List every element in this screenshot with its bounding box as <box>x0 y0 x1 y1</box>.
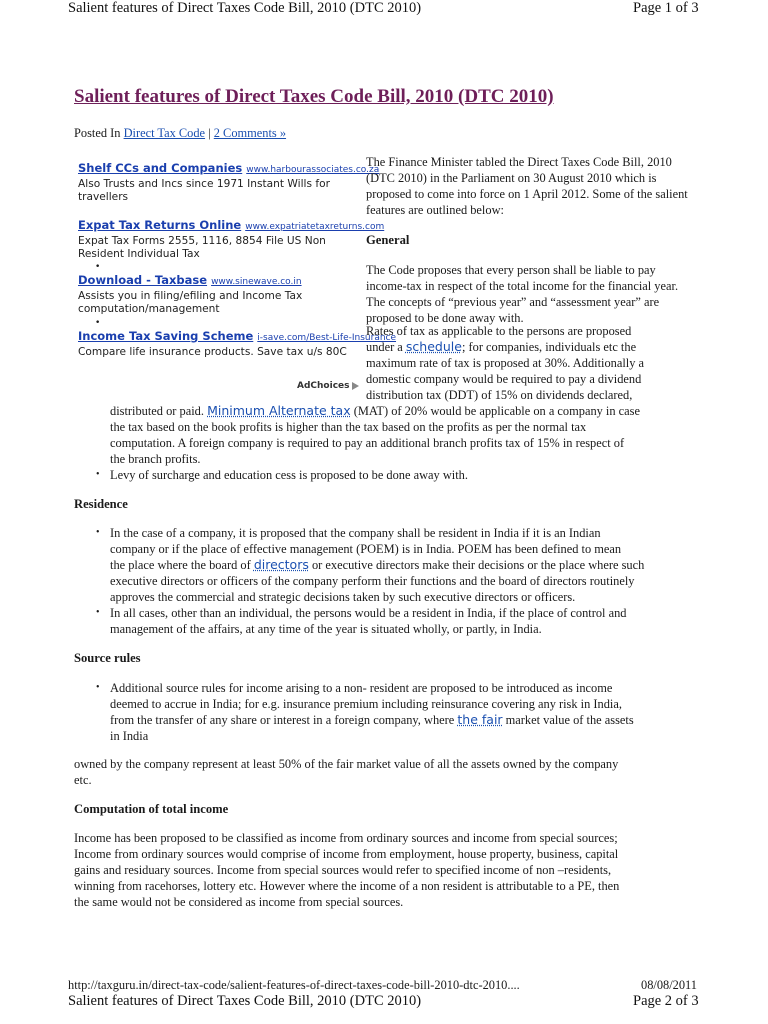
owned-line: owned by the company represent at least 50% of the fair market value of all the assets owned by the company <box>74 757 619 771</box>
mat-line-3: computation. A foreign company is required to pay an additional branch profits tax of 15% in respect of <box>110 436 625 450</box>
residence-line: executive directors or officers of the company perform their functions and the board of directors routinely <box>110 574 635 588</box>
adchoices-badge[interactable] <box>297 381 359 391</box>
computation-line: the same would not be considered as income from special sources. <box>74 895 404 909</box>
mat-line-4: the branch profits. <box>110 452 201 466</box>
section-heading-computation: Computation of total income <box>74 802 229 816</box>
bullet-icon: • <box>95 262 101 272</box>
source-text: from the transfer of any share or interest in a foreign company, where <box>110 713 455 727</box>
minimum-alternate-tax-link[interactable]: Minimum Alternate tax <box>207 403 351 418</box>
bullet-icon: • <box>95 318 101 328</box>
ad-url[interactable]: www.sinewave.co.in <box>211 277 302 287</box>
section-heading-general: General <box>366 233 410 247</box>
bullet-icon: • <box>96 607 100 618</box>
residence-line: In the case of a company, it is proposed that the company shall be resident in India if it is an Indian <box>110 526 601 540</box>
ad-item[interactable] <box>78 161 380 205</box>
rates-line-4: domestic company would be required to pay a dividend <box>366 372 642 386</box>
residence-line: approves the commercial and strategic decisions taken by such executive directors or officers. <box>110 590 576 604</box>
mat-line-1 <box>110 403 640 419</box>
bullet-icon: • <box>96 527 100 538</box>
comments-link[interactable]: 2 Comments » <box>213 126 287 140</box>
mat-text: (MAT) of 20% would be applicable on a company in case <box>353 404 640 418</box>
next-page-header-title: Salient features of Direct Taxes Code Bill, 2010 (DTC 2010) <box>68 993 422 1009</box>
computation-line: winning from racehorses, lottery etc. However where the income of a non resident is attributable to a PE, then <box>74 879 620 893</box>
section-heading-residence: Residence <box>74 497 128 511</box>
rates-text: under a <box>366 340 403 354</box>
ad-url[interactable]: www.harbourassociates.co.za <box>246 165 380 175</box>
section-heading-source-rules: Source rules <box>74 651 141 665</box>
residence-line: management of the affairs, at any time of the year is situated wholly, or partly, in India. <box>110 622 542 636</box>
bullet-icon: • <box>96 682 100 693</box>
rates-line-2 <box>366 339 636 355</box>
residence-line: In all cases, other than an individual, the persons would be a resident in India, if the place of control and <box>110 606 627 620</box>
fair-value-link[interactable]: the fair <box>457 712 503 727</box>
residence-text: the place where the board of <box>110 558 251 572</box>
residence-line: company or if the place of effective management (POEM) is in India. POEM has been defined to mean <box>110 542 622 556</box>
rates-text: ; for companies, individuals etc the <box>461 340 637 354</box>
ad-url[interactable]: www.expatriatetaxreturns.com <box>245 222 385 232</box>
ad-description: Compare life insurance products. Save tax u/s 80C <box>78 345 347 358</box>
ad-title[interactable]: Shelf CCs and Companies <box>78 161 243 175</box>
ad-description: Expat Tax Forms 2555, 1116, 8854 File US Non Resident Individual Tax <box>78 234 326 260</box>
category-link[interactable]: Direct Tax Code <box>123 126 206 140</box>
page-number: Page 1 of 3 <box>633 0 699 16</box>
source-line: deemed to accrue in India; for e.g. insurance premium including reinsurance covering any risk in India, <box>110 697 622 711</box>
ad-description: Also Trusts and Incs since 1971 Instant Wills for travellers <box>78 177 330 203</box>
source-line <box>110 712 634 728</box>
directors-link[interactable]: directors <box>253 557 309 572</box>
adchoices-icon <box>352 382 359 390</box>
source-line: in India <box>110 729 149 743</box>
residence-text: or executive directors make their decisions or the place where such <box>311 558 645 572</box>
schedule-link[interactable]: schedule <box>405 339 462 354</box>
ad-description: Assists you in filing/efiling and Income Tax computation/management <box>78 289 303 315</box>
computation-line: Income from ordinary sources would comprise of income from employment, house property, business, capital <box>74 847 619 861</box>
ad-title[interactable]: Expat Tax Returns Online <box>78 218 242 232</box>
general-paragraph: The Code proposes that every person shall be liable to pay income-tax in respect of the total income for the financial year. The concepts of “previous year” and “assessment year” are proposed to be done away with. <box>366 263 679 325</box>
computation-line: Income has been proposed to be classified as income from ordinary sources and income from special sources; <box>74 831 618 845</box>
separator: | <box>208 126 211 140</box>
article-title[interactable]: Salient features of Direct Taxes Code Bill, 2010 (DTC 2010) <box>74 86 554 107</box>
mat-text: distributed or paid. <box>110 404 204 418</box>
source-line: Additional source rules for income arising to a non- resident are proposed to be introduced as income <box>110 681 613 695</box>
posted-in-line <box>74 125 286 141</box>
running-header-title: Salient features of Direct Taxes Code Bill, 2010 (DTC 2010) <box>68 0 422 16</box>
ad-item[interactable] <box>78 218 385 262</box>
source-text: market value of the assets <box>505 713 634 727</box>
ad-url[interactable]: i-save.com/Best-Life-Insurance <box>257 333 397 343</box>
footer-url[interactable]: http://taxguru.in/direct-tax-code/salient-features-of-direct-taxes-code-bill-2010-dtc-2010.... <box>68 978 520 992</box>
adchoices-label: AdChoices <box>297 381 350 391</box>
ad-item[interactable] <box>78 274 360 317</box>
next-page-number: Page 2 of 3 <box>633 993 699 1009</box>
rates-line-3: maximum rate of tax is proposed at 30%. Additionally a <box>366 356 645 370</box>
footer-date: 08/08/2011 <box>641 978 697 992</box>
surcharge-bullet: Levy of surcharge and education cess is proposed to be done away with. <box>110 468 468 482</box>
mat-line-2: the tax based on the book profits is higher than the tax based on the profits as per the normal tax <box>110 420 587 434</box>
posted-in-label: Posted In <box>74 126 121 140</box>
ad-title[interactable]: Income Tax Saving Scheme <box>78 329 254 343</box>
residence-line <box>110 557 644 573</box>
rates-line-1: Rates of tax as applicable to the persons are proposed <box>366 324 632 338</box>
rates-line-5: distribution tax (DDT) of 15% on dividends declared, <box>366 388 633 402</box>
computation-line: gains and residuary sources. Income from special sources would refer to specified income of non –residents, <box>74 863 612 877</box>
owned-line: etc. <box>74 773 92 787</box>
intro-paragraph: The Finance Minister tabled the Direct Taxes Code Bill, 2010 (DTC 2010) in the Parliament on 30 August 2010 which is proposed to come into force on 1 April 2012. Some of the salient features are outlined below: <box>366 155 688 217</box>
ad-title[interactable]: Download - Taxbase <box>78 273 208 287</box>
bullet-icon: • <box>96 469 100 480</box>
